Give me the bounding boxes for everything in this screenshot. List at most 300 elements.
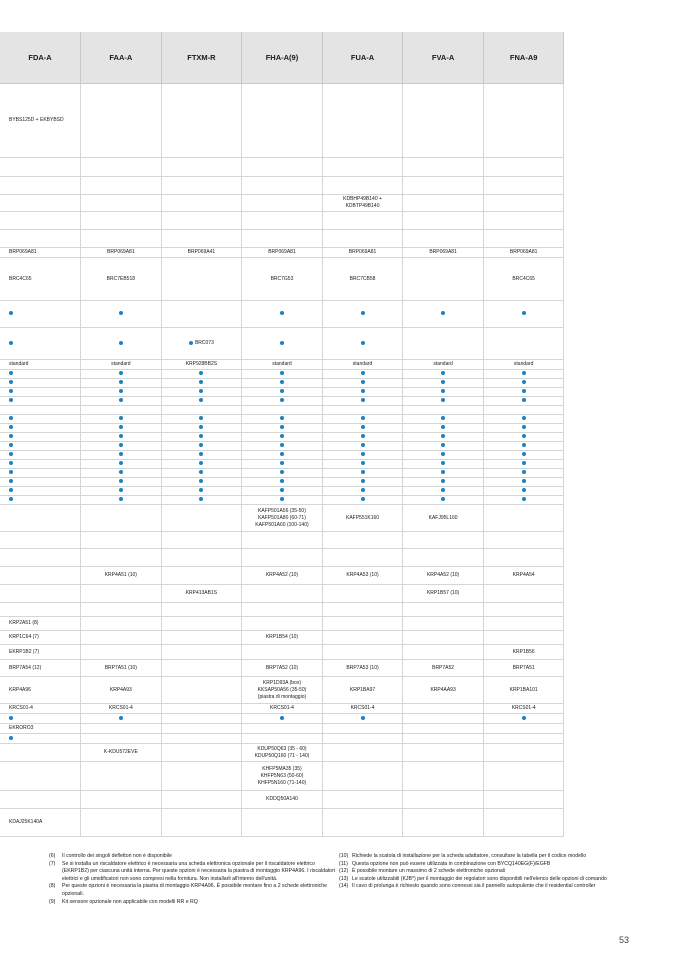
table-cell: [483, 791, 564, 809]
table-cell: [483, 469, 564, 478]
table-cell: [322, 397, 403, 406]
table-cell: [403, 496, 484, 505]
table-cell: [322, 762, 403, 791]
cell-text: KRP4A51 (10): [104, 572, 137, 578]
table-cell: [0, 532, 81, 549]
table-cell: [483, 360, 564, 370]
footnote: [49, 861, 339, 884]
table-cell: [161, 406, 242, 415]
footnote: [339, 883, 609, 891]
availability-dot-icon: [9, 398, 13, 402]
availability-dot-icon: [522, 716, 526, 720]
table-row: [0, 645, 564, 660]
table-cell: [81, 415, 162, 424]
table-cell: [483, 84, 564, 158]
availability-dot-icon: [280, 716, 284, 720]
table-row: [0, 791, 564, 809]
cell-text: KRP1D93A (box) KKSAP50A56 (35-50) (piastra di montaggio): [257, 679, 307, 700]
availability-dot-icon: [280, 443, 284, 447]
footnotes: [49, 853, 609, 906]
table-cell: [403, 809, 484, 837]
availability-dot-icon: [119, 371, 123, 375]
table-cell: [0, 660, 81, 677]
table-cell: [161, 230, 242, 248]
table-cell: [483, 496, 564, 505]
table-cell: [322, 505, 403, 532]
col-header: FAA-A: [81, 32, 162, 84]
table-cell: [161, 734, 242, 744]
table-row: [0, 496, 564, 505]
table-cell: [242, 415, 323, 424]
availability-dot-icon: [441, 479, 445, 483]
availability-dot-icon: [280, 470, 284, 474]
table-cell: [0, 704, 81, 714]
table-cell: [242, 248, 323, 258]
table-cell: [242, 195, 323, 212]
table-cell: [322, 424, 403, 433]
table-cell: [483, 301, 564, 328]
availability-dot-icon: [361, 434, 365, 438]
availability-dot-icon: [199, 434, 203, 438]
table-cell: [0, 406, 81, 415]
table-cell: [242, 496, 323, 505]
cell-text: BRP7A51 (10): [104, 664, 137, 671]
cell-text: BRC7EB518: [106, 275, 136, 282]
table-cell: [483, 370, 564, 379]
table-cell: [403, 230, 484, 248]
availability-dot-icon: [441, 380, 445, 384]
table-cell: [322, 549, 403, 567]
table-cell: [403, 734, 484, 744]
table-cell: [403, 328, 484, 360]
cell-text: standard: [9, 361, 29, 367]
table-cell: [483, 212, 564, 230]
table-cell: [322, 442, 403, 451]
availability-dot-icon: [199, 461, 203, 465]
table-cell: [0, 212, 81, 230]
table-row: [0, 762, 564, 791]
table-cell: [322, 212, 403, 230]
table-cell: [483, 442, 564, 451]
table-cell: [161, 451, 242, 460]
table-cell: [161, 433, 242, 442]
table-cell: [81, 532, 162, 549]
table-cell: [81, 585, 162, 603]
table-cell: [403, 505, 484, 532]
availability-dot-icon: [441, 488, 445, 492]
cell-text: BRP7A52: [432, 664, 455, 671]
table-cell: [483, 505, 564, 532]
table-cell: [403, 424, 484, 433]
availability-dot-icon: [9, 341, 13, 345]
table-cell: [403, 158, 484, 177]
table-cell: [322, 677, 403, 704]
cell-text: KAFP501A56 (35-50) KAFP501A80 (60-71) KAFP501A60 (100-140): [255, 507, 309, 528]
table-cell: [242, 631, 323, 645]
table-cell: [81, 379, 162, 388]
table-cell: [403, 791, 484, 809]
table-cell: [242, 704, 323, 714]
table-cell: [81, 505, 162, 532]
cell-text: BRP069A81: [107, 249, 135, 255]
availability-dot-icon: [522, 398, 526, 402]
table-cell: [322, 451, 403, 460]
col-header: FHA-A(9): [242, 32, 323, 84]
cell-text: BRC7CB58: [349, 275, 376, 282]
table-cell: [161, 704, 242, 714]
availability-dot-icon: [522, 479, 526, 483]
table-cell: [403, 660, 484, 677]
table-cell: [0, 791, 81, 809]
table-cell: [242, 230, 323, 248]
table-cell: [81, 451, 162, 460]
page-number: 53: [619, 935, 630, 945]
table-cell: [161, 585, 242, 603]
table-cell: [161, 195, 242, 212]
availability-dot-icon: [119, 452, 123, 456]
table-cell: [403, 451, 484, 460]
table-row: [0, 195, 564, 212]
availability-dot-icon: [119, 461, 123, 465]
cell-text: BRP069A81: [429, 249, 457, 255]
table-cell: [242, 451, 323, 460]
table-cell: [483, 328, 564, 360]
table-row: [0, 442, 564, 451]
table-row: [0, 677, 564, 704]
table-cell: [403, 442, 484, 451]
table-cell: [403, 549, 484, 567]
cell-text: EKRP1B2 (7): [9, 648, 40, 655]
availability-dot-icon: [522, 389, 526, 393]
cell-text: BRC7G53: [270, 275, 294, 282]
cell-text: KDAJ25K140A: [9, 819, 43, 825]
table-cell: [81, 617, 162, 631]
table-cell: [322, 660, 403, 677]
table-cell: [81, 158, 162, 177]
availability-dot-icon: [280, 452, 284, 456]
cell-text: BRC4C65: [9, 275, 32, 282]
table-cell: [242, 388, 323, 397]
col-header: FUA-A: [322, 32, 403, 84]
availability-dot-icon: [441, 416, 445, 420]
availability-dot-icon: [9, 497, 13, 501]
table-cell: [242, 370, 323, 379]
table-cell: [0, 84, 81, 158]
table-cell: [403, 460, 484, 469]
table-cell: [242, 487, 323, 496]
table-cell: [242, 212, 323, 230]
table-cell: [161, 415, 242, 424]
availability-dot-icon: [280, 371, 284, 375]
availability-dot-icon: [280, 380, 284, 384]
availability-dot-icon: [119, 398, 123, 402]
table-cell: [0, 567, 81, 585]
table-cell: [81, 704, 162, 714]
table-cell: [81, 212, 162, 230]
table-cell: [0, 195, 81, 212]
table-cell: [242, 433, 323, 442]
cell-text: KRP2A51 (8): [9, 620, 39, 626]
table-cell: [0, 645, 81, 660]
table-row: [0, 478, 564, 487]
availability-dot-icon: [280, 461, 284, 465]
availability-dot-icon: [361, 341, 365, 345]
table-cell: [242, 617, 323, 631]
table-cell: [322, 248, 403, 258]
table-cell: [322, 177, 403, 195]
table-cell: [242, 567, 323, 585]
availability-dot-icon: [9, 470, 13, 474]
table-cell: [161, 645, 242, 660]
table-cell: [403, 433, 484, 442]
table-cell: [403, 469, 484, 478]
table-cell: [81, 406, 162, 415]
table-row: [0, 424, 564, 433]
table-cell: [81, 301, 162, 328]
availability-dot-icon: [522, 488, 526, 492]
table-cell: [322, 645, 403, 660]
cell-text: KRP4A96: [9, 686, 31, 693]
table-cell: [483, 388, 564, 397]
cell-text: K-KDU572EVE: [103, 749, 138, 755]
availability-dot-icon: [9, 461, 13, 465]
table-cell: [403, 567, 484, 585]
availability-dot-icon: [119, 470, 123, 474]
availability-dot-icon: [119, 416, 123, 420]
table-cell: [483, 379, 564, 388]
footnote-number: (7): [49, 860, 56, 867]
cell-text: EKRORO3: [9, 725, 34, 731]
table-cell: [0, 724, 81, 734]
availability-dot-icon: [199, 488, 203, 492]
cell-text: KRCS01-4: [270, 705, 294, 711]
table-cell: [242, 734, 323, 744]
availability-dot-icon: [9, 311, 13, 315]
table-row: [0, 248, 564, 258]
table-cell: [483, 724, 564, 734]
availability-dot-icon: [441, 452, 445, 456]
table-cell: [161, 258, 242, 301]
col-header: FDA-A: [0, 32, 81, 84]
availability-dot-icon: [361, 371, 365, 375]
table-cell: [242, 549, 323, 567]
availability-dot-icon: [361, 443, 365, 447]
cell-text: KRP4A52 (10): [265, 572, 299, 578]
table-cell: [242, 505, 323, 532]
cell-text: standard: [111, 361, 131, 367]
table-row: [0, 660, 564, 677]
table-cell: [0, 603, 81, 617]
table-cell: [242, 791, 323, 809]
cell-text: KRCS01-4: [511, 705, 536, 711]
cell-text: BRP7A51: [512, 664, 535, 671]
table-cell: [0, 809, 81, 837]
table-cell: [0, 415, 81, 424]
table-cell: [161, 505, 242, 532]
table-cell: [81, 469, 162, 478]
table-cell: [0, 370, 81, 379]
availability-dot-icon: [361, 452, 365, 456]
table-cell: [81, 177, 162, 195]
table-cell: [0, 460, 81, 469]
availability-dot-icon: [119, 434, 123, 438]
table-cell: [81, 744, 162, 762]
table-row: [0, 388, 564, 397]
footnotes-left: [49, 853, 339, 906]
table-cell: [322, 406, 403, 415]
cell-text: BRP7A53 (10): [346, 664, 379, 671]
footnote-text: Il controllo dei singoli deflettori non è disponibile: [62, 853, 172, 859]
table-row: [0, 744, 564, 762]
table-cell: [81, 460, 162, 469]
availability-dot-icon: [119, 311, 123, 315]
availability-dot-icon: [441, 311, 445, 315]
availability-dot-icon: [522, 425, 526, 429]
availability-dot-icon: [361, 398, 365, 402]
table-cell: [161, 549, 242, 567]
table-cell: [81, 360, 162, 370]
table-cell: [0, 714, 81, 724]
availability-dot-icon: [199, 452, 203, 456]
table-cell: [0, 388, 81, 397]
availability-dot-icon: [9, 452, 13, 456]
table-cell: [0, 585, 81, 603]
table-cell: [322, 585, 403, 603]
table-cell: [161, 532, 242, 549]
table-cell: [0, 248, 81, 258]
availability-dot-icon: [9, 443, 13, 447]
availability-dot-icon: [199, 380, 203, 384]
table-cell: [483, 603, 564, 617]
footnote-text: Kit sensore opzionale non applicabile con modelli RR e RQ: [62, 898, 198, 905]
table-cell: [242, 744, 323, 762]
table-cell: [322, 388, 403, 397]
table-cell: [0, 487, 81, 496]
footnote-number: (6): [49, 853, 56, 859]
table-cell: [161, 328, 242, 360]
table-cell: [483, 744, 564, 762]
footnote: [339, 868, 609, 876]
cell-text: BRP069A41: [187, 249, 216, 255]
table-cell: [81, 762, 162, 791]
availability-dot-icon: [522, 371, 526, 375]
availability-dot-icon: [199, 479, 203, 483]
table-cell: [403, 714, 484, 724]
table-row: [0, 379, 564, 388]
table-row: [0, 469, 564, 478]
table-cell: [242, 379, 323, 388]
footnote-text: Questa opzione non può essere utilizzata in combinazione con BYCQ140EG(F)/EGFB: [352, 860, 551, 867]
table-cell: [322, 84, 403, 158]
table-cell: [81, 478, 162, 487]
table-cell: [0, 451, 81, 460]
availability-dot-icon: [119, 479, 123, 483]
table-cell: [483, 714, 564, 724]
availability-dot-icon: [441, 461, 445, 465]
availability-dot-icon: [280, 341, 284, 345]
footnote-number: (14): [339, 883, 349, 890]
table-cell: [403, 258, 484, 301]
table-cell: [0, 397, 81, 406]
table-cell: [322, 724, 403, 734]
table-cell: [322, 158, 403, 177]
availability-dot-icon: [9, 736, 13, 740]
availability-dot-icon: [9, 434, 13, 438]
table-cell: [483, 487, 564, 496]
table-cell: [81, 195, 162, 212]
table-cell: [322, 617, 403, 631]
table-cell: [0, 734, 81, 744]
table-cell: [322, 734, 403, 744]
availability-dot-icon: [522, 311, 526, 315]
availability-dot-icon: [361, 488, 365, 492]
availability-dot-icon: [189, 341, 193, 345]
table-cell: [0, 469, 81, 478]
availability-dot-icon: [280, 389, 284, 393]
availability-dot-icon: [522, 452, 526, 456]
availability-dot-icon: [119, 497, 123, 501]
table-cell: [0, 424, 81, 433]
table-cell: [403, 603, 484, 617]
table-row: [0, 433, 564, 442]
table-row: [0, 230, 564, 248]
table-cell: [483, 397, 564, 406]
table-row: [0, 603, 564, 617]
table-cell: [81, 567, 162, 585]
footnote-number: (10): [339, 853, 349, 859]
table-cell: [81, 631, 162, 645]
availability-dot-icon: [280, 416, 284, 420]
table-cell: [403, 195, 484, 212]
table-cell: [322, 415, 403, 424]
footnote-text: Le scatole utilizzabili (KJB*) per il montaggio dei regolatori sono disponibili nell'elenco delle opzioni di comando: [352, 875, 607, 882]
table-cell: [161, 460, 242, 469]
col-header: FNA-A9: [483, 32, 564, 84]
table-cell: [483, 567, 564, 585]
availability-dot-icon: [280, 425, 284, 429]
table-cell: [403, 406, 484, 415]
table-cell: [403, 370, 484, 379]
footnote-number: (9): [49, 898, 56, 905]
table-row: [0, 549, 564, 567]
table-cell: [161, 424, 242, 433]
table-cell: [161, 397, 242, 406]
table-row: [0, 809, 564, 837]
footnote: [49, 899, 339, 907]
table-cell: [81, 258, 162, 301]
col-header: FVA-A: [403, 32, 484, 84]
table-cell: [161, 360, 242, 370]
table-cell: [81, 84, 162, 158]
table-cell: [322, 487, 403, 496]
availability-dot-icon: [9, 488, 13, 492]
cell-text: standard: [433, 361, 453, 367]
table-row: [0, 397, 564, 406]
table-cell: [322, 791, 403, 809]
footnote: [339, 853, 609, 861]
footnote-number: (13): [339, 875, 349, 882]
availability-dot-icon: [119, 341, 123, 345]
table-cell: [81, 603, 162, 617]
footnote: [49, 883, 339, 898]
table-cell: [0, 379, 81, 388]
availability-dot-icon: [522, 461, 526, 465]
table-cell: [483, 704, 564, 714]
table-cell: [81, 328, 162, 360]
table-cell: [161, 177, 242, 195]
cell-text: BRP069A81: [9, 249, 37, 255]
cell-text: KRP1B56: [512, 648, 535, 655]
